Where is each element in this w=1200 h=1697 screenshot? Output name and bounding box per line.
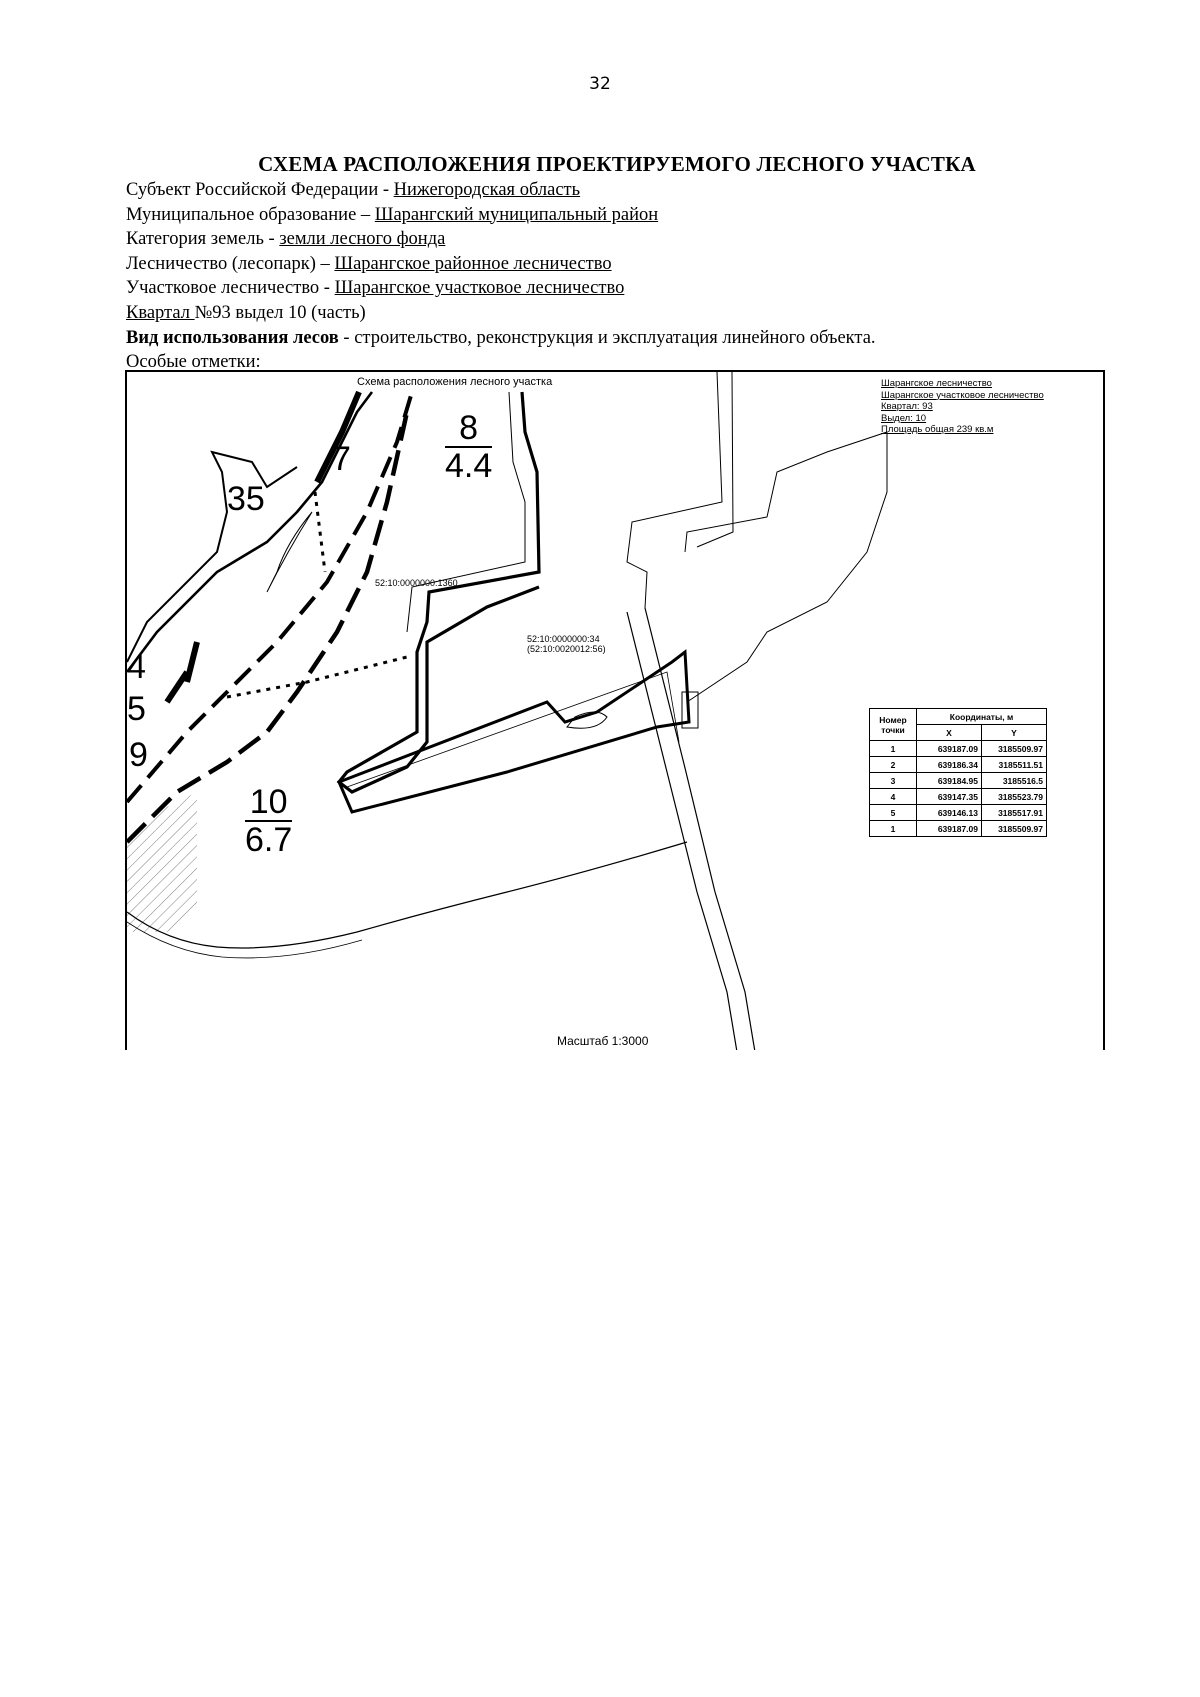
plot-35-label: 35	[227, 480, 265, 518]
dashed-boundary-2	[127, 412, 407, 842]
page-title: СХЕМА РАСПОЛОЖЕНИЯ ПРОЕКТИРУЕМОГО ЛЕСНОГО УЧАСТКА	[258, 152, 976, 176]
plot-8-number: 8	[445, 410, 492, 448]
legend-quarter: Квартал: 93	[881, 401, 933, 412]
river-inner	[267, 512, 312, 592]
shoreline	[127, 842, 687, 948]
row-y: 3185516.5	[982, 773, 1047, 789]
legend-area: Площадь общая 239 кв.м	[881, 424, 994, 435]
row-x: 639186.34	[917, 757, 982, 773]
map-scale: Масштаб 1:3000	[557, 1034, 649, 1048]
row-y: 3185523.79	[982, 789, 1047, 805]
table-row	[870, 773, 1047, 789]
header-coordinates: Координаты, м	[917, 709, 1047, 725]
plot-9-label: 9	[129, 736, 148, 774]
forestry-value: Шарангское районное лесничество	[334, 253, 612, 274]
forestry-row	[126, 252, 1106, 277]
row-y: 3185509.97	[982, 741, 1047, 757]
table-row	[870, 757, 1047, 773]
quarter-row	[126, 301, 1106, 326]
row-x: 639184.95	[917, 773, 982, 789]
map-title: Схема расположения лесного участка	[357, 376, 553, 388]
plot-8-area: 4.4	[445, 447, 493, 485]
table-header-row	[870, 709, 1047, 725]
row-x: 639187.09	[917, 741, 982, 757]
legend-district-forestry: Шарангское участковое лесничество	[881, 389, 1044, 401]
right-boundary	[627, 372, 887, 702]
plot-7-label: 7	[332, 440, 351, 478]
info-block	[126, 178, 1106, 375]
page-number: 32	[589, 74, 611, 94]
municipality-label: Муниципальное образование –	[126, 204, 375, 225]
row-point: 1	[870, 821, 917, 837]
plot-4-label: 4	[127, 648, 146, 686]
road-left	[627, 612, 737, 1050]
right-boundary-2	[697, 372, 733, 547]
plot-5-label: 5	[127, 690, 146, 728]
subject-label: Субъект Российской Федерации -	[126, 180, 394, 200]
plot-10-number: 10	[245, 784, 292, 822]
district-forestry-value: Шарангское участковое лесничество	[334, 278, 625, 299]
river-bank-thin-2	[127, 452, 297, 662]
hatched-area	[127, 792, 197, 932]
land-category-row	[126, 227, 1106, 252]
usage-row	[126, 326, 1106, 351]
plot-10-area: 6.7	[245, 821, 293, 859]
forestry-label: Лесничество (лесопарк) –	[126, 253, 335, 274]
municipality-row	[126, 203, 1106, 228]
row-x: 639187.09	[917, 821, 982, 837]
plot-10-label	[245, 784, 292, 858]
header-point-number: Номер точки	[870, 709, 917, 741]
land-category-value: земли лесного фонда	[279, 229, 446, 250]
cadastral-number-1: 52:10:0000000:1360	[375, 578, 458, 588]
special-marks: Особые отметки:	[126, 352, 261, 373]
row-y: 3185511.51	[982, 757, 1047, 773]
row-y: 3185517.91	[982, 805, 1047, 821]
map-legend	[881, 378, 1044, 436]
row-point: 1	[870, 741, 917, 757]
table-row	[870, 821, 1047, 837]
quarter-label: Квартал	[126, 302, 195, 323]
row-point: 4	[870, 789, 917, 805]
subject-value: Нижегородская область	[393, 180, 581, 200]
row-point: 3	[870, 773, 917, 789]
row-point: 5	[870, 805, 917, 821]
legend-section: Выдел: 10	[881, 412, 927, 424]
header-x: X	[917, 725, 982, 741]
subject-row	[126, 178, 1106, 203]
project-parcel	[339, 652, 689, 812]
table-row	[870, 789, 1047, 805]
quarter-value: №93 выдел 10 (часть)	[194, 302, 366, 323]
legend-forestry: Шарангское лесничество	[881, 378, 992, 389]
table-row	[870, 805, 1047, 821]
cadastral-number-3: (52:10:0020012:56)	[527, 644, 606, 654]
municipality-value: Шарангский муниципальный район	[374, 204, 659, 225]
table-row	[870, 741, 1047, 757]
land-category-label: Категория земель -	[126, 229, 280, 250]
row-y: 3185509.97	[982, 821, 1047, 837]
usage-label: Вид использования лесов	[126, 327, 339, 348]
district-forestry-label: Участковое лесничество -	[126, 278, 335, 299]
cadastral-number-2: 52:10:0000000:34	[527, 634, 600, 644]
plot-8-boundary	[339, 392, 539, 792]
row-point: 2	[870, 757, 917, 773]
dotted-line-2	[315, 492, 325, 572]
coordinates-table	[869, 708, 1047, 837]
river-bank-thin	[127, 392, 372, 672]
usage-value: - строительство, реконструкция и эксплуатация линейного объекта.	[338, 327, 876, 348]
map-frame	[125, 370, 1105, 1050]
header-y: Y	[982, 725, 1047, 741]
district-forestry-row	[126, 276, 1106, 301]
dashed-boundary-1	[127, 392, 412, 802]
plot-8-label	[445, 410, 492, 484]
row-x: 639147.35	[917, 789, 982, 805]
row-x: 639146.13	[917, 805, 982, 821]
